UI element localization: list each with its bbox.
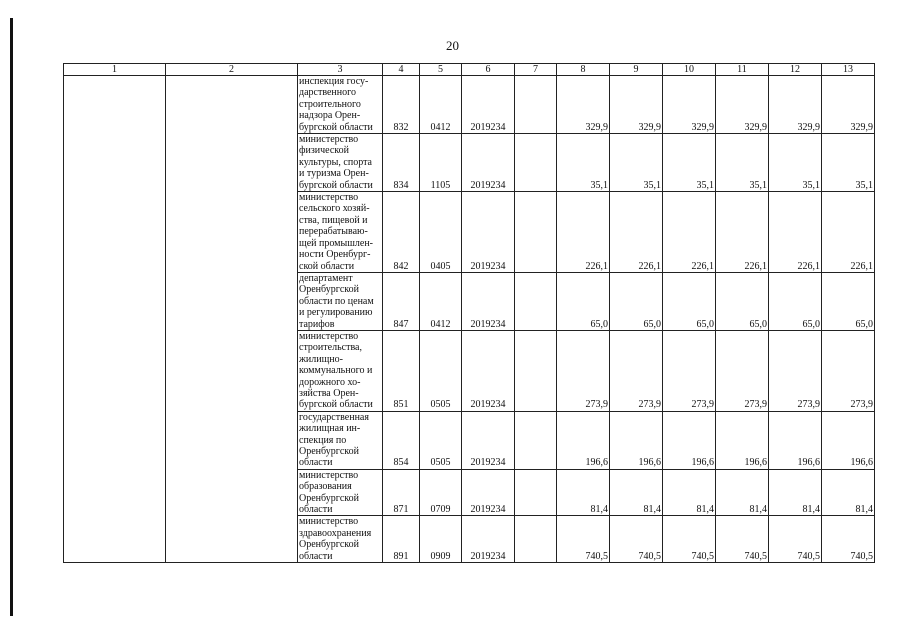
amount-cell: 65,0 [557,272,610,330]
amount-cell: 196,6 [769,411,822,469]
amount-cell: 65,0 [769,272,822,330]
organization-name: департамент Оренбургской области по ценам и регулированию тарифов [298,272,383,330]
empty-cell [515,411,557,469]
amount-cell: 273,9 [663,330,716,411]
amount-cell: 226,1 [557,192,610,273]
code-cell: 0505 [420,411,462,469]
code-cell: 2019234 [462,192,515,273]
amount-cell: 35,1 [769,134,822,192]
code-cell: 842 [383,192,420,273]
amount-cell: 740,5 [663,516,716,563]
amount-cell: 196,6 [716,411,769,469]
organization-name: министерство физической культуры, спорта и туризма Орен- бургской области [298,134,383,192]
page-number: 20 [446,38,459,53]
amount-cell: 226,1 [716,192,769,273]
code-cell: 1105 [420,134,462,192]
organization-name: инспекция госу- дарственного строительного надзора Орен- бургской области [298,76,383,134]
empty-cell [515,516,557,563]
code-cell: 2019234 [462,134,515,192]
amount-cell: 226,1 [769,192,822,273]
code-cell: 2019234 [462,516,515,563]
code-cell: 0709 [420,469,462,516]
amount-cell: 226,1 [822,192,875,273]
amount-cell: 81,4 [557,469,610,516]
amount-cell: 65,0 [716,272,769,330]
amount-cell: 81,4 [610,469,663,516]
column-header: 13 [822,64,875,76]
code-cell: 847 [383,272,420,330]
organization-name: министерство сельского хозяй- ства, пищевой и перерабатываю- щей промышлен- ности Оренбург- ской области [298,192,383,273]
col1-cell [64,76,166,563]
amount-cell: 81,4 [822,469,875,516]
code-cell: 2019234 [462,330,515,411]
empty-cell [515,330,557,411]
organization-name: министерство здравоохранения Оренбургской области [298,516,383,563]
amount-cell: 81,4 [716,469,769,516]
amount-cell: 35,1 [610,134,663,192]
code-cell: 0412 [420,272,462,330]
amount-cell: 273,9 [610,330,663,411]
code-cell: 851 [383,330,420,411]
empty-cell [515,134,557,192]
column-header: 6 [462,64,515,76]
amount-cell: 329,9 [716,76,769,134]
amount-cell: 740,5 [822,516,875,563]
column-header: 12 [769,64,822,76]
amount-cell: 196,6 [610,411,663,469]
empty-cell [515,76,557,134]
empty-cell [515,272,557,330]
code-cell: 854 [383,411,420,469]
amount-cell: 273,9 [557,330,610,411]
code-cell: 891 [383,516,420,563]
code-cell: 0412 [420,76,462,134]
code-cell: 2019234 [462,469,515,516]
table-row [64,76,875,134]
budget-table [63,63,875,563]
amount-cell: 329,9 [663,76,716,134]
amount-cell: 196,6 [822,411,875,469]
amount-cell: 81,4 [663,469,716,516]
amount-cell: 740,5 [769,516,822,563]
amount-cell: 65,0 [663,272,716,330]
code-cell: 832 [383,76,420,134]
empty-cell [515,192,557,273]
organization-name: министерство строительства, жилищно- коммунального и дорожного хо- зяйства Орен- бургской области [298,330,383,411]
amount-cell: 35,1 [663,134,716,192]
col2-cell [166,76,298,563]
column-header: 9 [610,64,663,76]
amount-cell: 65,0 [610,272,663,330]
column-header: 1 [64,64,166,76]
amount-cell: 740,5 [716,516,769,563]
column-header: 5 [420,64,462,76]
amount-cell: 273,9 [822,330,875,411]
header-row [64,64,875,76]
empty-cell [515,469,557,516]
column-header: 4 [383,64,420,76]
amount-cell: 226,1 [663,192,716,273]
code-cell: 2019234 [462,272,515,330]
code-cell: 834 [383,134,420,192]
amount-cell: 329,9 [610,76,663,134]
column-header: 10 [663,64,716,76]
column-header: 11 [716,64,769,76]
amount-cell: 226,1 [610,192,663,273]
organization-name: государственная жилищная ин- спекция по Оренбургской области [298,411,383,469]
amount-cell: 35,1 [716,134,769,192]
column-header: 8 [557,64,610,76]
amount-cell: 196,6 [663,411,716,469]
amount-cell: 273,9 [716,330,769,411]
code-cell: 0405 [420,192,462,273]
amount-cell: 329,9 [557,76,610,134]
column-header: 2 [166,64,298,76]
organization-name: министерство образования Оренбургской области [298,469,383,516]
amount-cell: 740,5 [610,516,663,563]
code-cell: 0505 [420,330,462,411]
amount-cell: 81,4 [769,469,822,516]
amount-cell: 65,0 [822,272,875,330]
code-cell: 2019234 [462,411,515,469]
amount-cell: 196,6 [557,411,610,469]
column-header: 7 [515,64,557,76]
amount-cell: 35,1 [557,134,610,192]
amount-cell: 329,9 [822,76,875,134]
amount-cell: 740,5 [557,516,610,563]
amount-cell: 273,9 [769,330,822,411]
code-cell: 0909 [420,516,462,563]
left-margin-line [10,18,13,616]
column-header: 3 [298,64,383,76]
code-cell: 871 [383,469,420,516]
amount-cell: 35,1 [822,134,875,192]
amount-cell: 329,9 [769,76,822,134]
code-cell: 2019234 [462,76,515,134]
